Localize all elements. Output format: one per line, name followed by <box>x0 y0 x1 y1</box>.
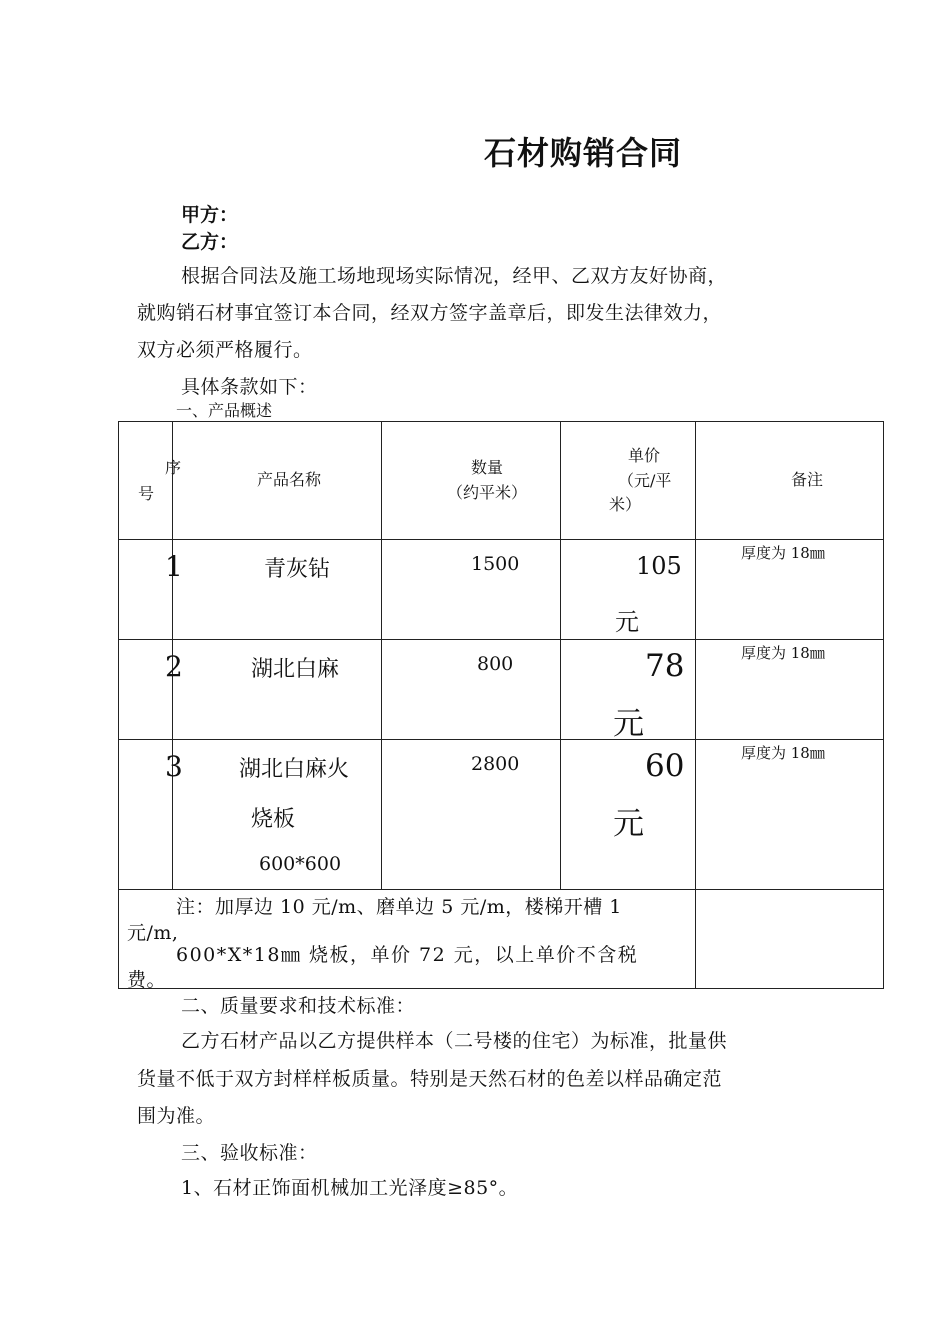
header-seq-top: 序 <box>165 458 182 477</box>
note-line-3: 600*X*18㎜ 烧板，单价 72 元，以上单价不含税 <box>176 944 639 966</box>
row-2-seq: 2 <box>165 650 183 683</box>
header-price: 单价 <box>628 446 661 465</box>
row-1-product-name: 青灰钻 <box>264 557 331 582</box>
page-title: 石材购销合同 <box>484 134 683 172</box>
row-2-price: 78 <box>645 648 685 684</box>
row-1-quantity: 1500 <box>471 553 520 575</box>
party-b-label: 乙方： <box>181 231 239 253</box>
row-2-remark: 厚度为 18㎜ <box>741 644 825 662</box>
row-3-product-name: 湖北白麻火 <box>239 757 350 782</box>
row-1-price-unit: 元 <box>615 608 639 636</box>
note-line-4: 费。 <box>127 969 167 991</box>
header-price-unit-cont: 米） <box>609 495 642 514</box>
quality-line-3: 围为准。 <box>137 1105 216 1127</box>
quality-line-2: 货量不低于双方封样样板质量。特别是天然石材的色差以样品确定范 <box>137 1068 723 1090</box>
row-3-remark: 厚度为 18㎜ <box>741 744 825 762</box>
row-3-quantity: 2800 <box>471 753 520 775</box>
section-2-heading: 二、质量要求和技术标准： <box>181 995 416 1017</box>
acceptance-item-1: 1、石材正饰面机械加工光泽度≥85°。 <box>181 1177 519 1199</box>
row-1-price: 105 <box>636 552 682 580</box>
row-2-price-unit: 元 <box>613 706 644 742</box>
row-3-product-size: 600*600 <box>259 853 342 875</box>
header-quantity-unit: （约平米） <box>447 483 528 502</box>
intro-line-3: 双方必须严格履行。 <box>137 339 313 361</box>
note-line-1: 注：加厚边 10 元/m、磨单边 5 元/m，楼梯开槽 1 <box>176 896 622 918</box>
row-3-product-name-cont: 烧板 <box>251 807 296 832</box>
intro-line-1: 根据合同法及施工场地现场实际情况，经甲、乙双方友好协商， <box>181 265 728 287</box>
party-a-label: 甲方： <box>181 204 239 226</box>
row-1-seq: 1 <box>165 550 183 583</box>
row-3-price: 60 <box>645 748 685 784</box>
product-table <box>118 421 884 989</box>
note-line-2: 元/m, <box>127 922 179 944</box>
row-2-quantity: 800 <box>477 653 514 675</box>
header-remark: 备注 <box>791 470 824 489</box>
row-2-product-name: 湖北白麻 <box>251 657 340 682</box>
quality-line-1: 乙方石材产品以乙方提供样本（二号楼的住宅）为标准，批量供 <box>181 1030 728 1052</box>
header-seq-bottom: 号 <box>138 484 155 503</box>
intro-line-2: 就购销石材事宜签订本合同，经双方签字盖章后，即发生法律效力， <box>137 302 723 324</box>
section-3-heading: 三、验收标准： <box>181 1142 318 1164</box>
row-1-remark: 厚度为 18㎜ <box>741 544 825 562</box>
row-3-price-unit: 元 <box>613 806 644 842</box>
section-1-heading: 一、产品概述 <box>176 401 273 420</box>
clauses-heading: 具体条款如下： <box>181 376 318 398</box>
header-price-unit: （元/平 <box>618 471 672 490</box>
header-product-name: 产品名称 <box>257 470 322 489</box>
header-quantity: 数量 <box>471 458 504 477</box>
row-3-seq: 3 <box>165 750 183 783</box>
